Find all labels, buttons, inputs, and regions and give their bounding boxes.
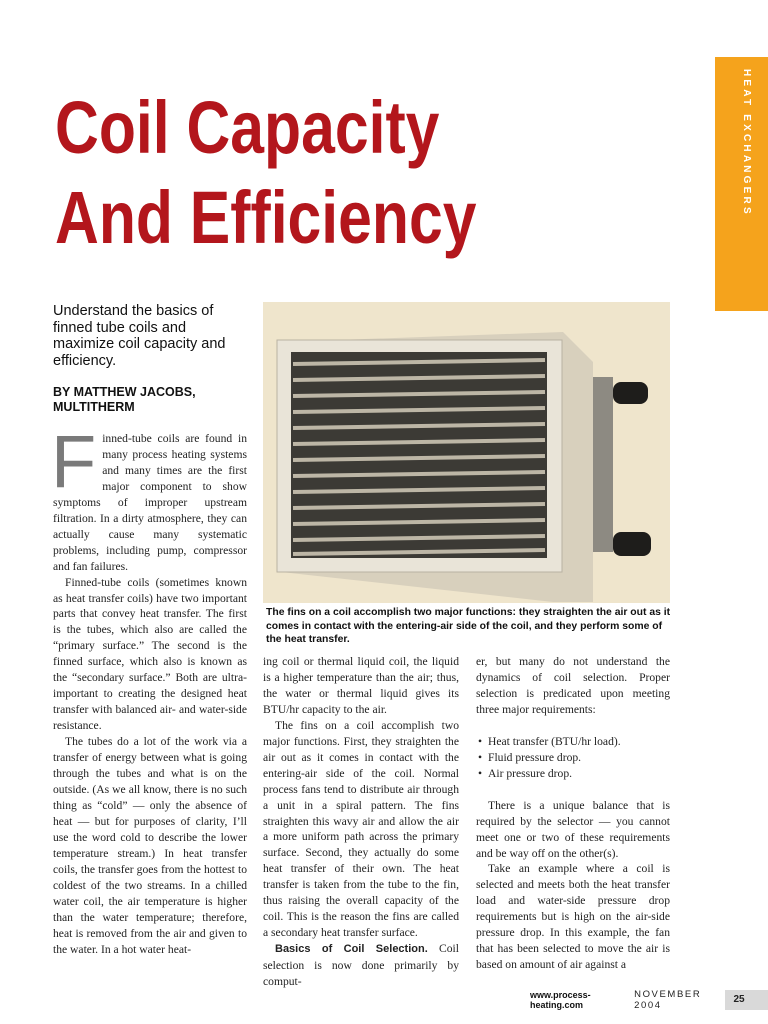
section-tab-label: HEAT EXCHANGERS (741, 69, 752, 217)
requirements-list (476, 734, 670, 782)
page-number: 25 (725, 990, 768, 1010)
footer-url: www.process-heating.com (530, 990, 591, 1010)
subhead-coil-selection: Basics of Coil Selection. (275, 943, 428, 956)
paragraph-text: Coil selection is now done primarily by comput- (263, 942, 459, 989)
photo-caption: The fins on a coil accomplish two major functions: they straighten the air out as it comes in contact with the entering-air side of the coil, and they perform some of the heat transfer. (266, 607, 671, 645)
section-tab (715, 57, 768, 311)
deck: Understand the basics of finned tube coils and maximize coil capacity and efficiency. (53, 303, 226, 369)
paragraph: Take an example where a coil is selected and meets both the heat transfer load and water-side pressure drop requirements but is high on the air-side pressure drop. In this example, the fan that has been selected to move the air is based on amount of air against a (476, 862, 670, 972)
footer-date: NOVEMBER 2004 (634, 989, 702, 1011)
byline (53, 385, 253, 415)
list-item: • Heat transfer (BTU/hr load). (476, 734, 670, 750)
paragraph: inned-tube coils are found in many process heating systems and many times are the first major component to show symptoms of improper upstream filtration. In a dirty atmosphere, they can actually cause many systematic problems, including pump, compressor and fan failures. (53, 432, 247, 573)
column-3 (476, 654, 670, 973)
paragraph (263, 941, 459, 990)
column-2 (263, 654, 459, 990)
coil-photo (263, 302, 670, 603)
list-item: • Air pressure drop. (476, 766, 670, 782)
paragraph: There is a unique balance that is required by the selector — you cannot meet one or two of these requirements and be way off on the other(s). (476, 798, 670, 860)
paragraph: The tubes do a lot of the work via a transfer of energy between what is going through the tubes and what is on the outside. (As we all know, there is no such thing as “cold” — only the absence of heat — but for purposes of clarity, I’ll use the word cold to describe the lower temperature stream.) In heat transfer coils, the transfer goes from the hottest to coldest of the two streams. In a chilled water coil, the air temperature is higher than the water temperature; therefore, heat is removed from the air and given to the water. In a hot water heat- (53, 735, 247, 956)
paragraph: er, but many do not understand the dynamics of coil selection. Proper selection is predicated upon meeting three major requirements: (476, 655, 670, 716)
list-item: • Fluid pressure drop. (476, 750, 670, 766)
page-footer (530, 990, 768, 1010)
drop-cap: F (51, 420, 97, 503)
title-line-2: And Efficiency (55, 176, 477, 259)
byline-company: MULTITHERM (53, 400, 135, 414)
byline-author: BY MATTHEW JACOBS, (53, 385, 196, 399)
column-1 (51, 420, 247, 957)
paragraph: The fins on a coil accomplish two major functions. First, they straighten the air out as it comes in contact with the entering-air side of the coil. Normal process fans tend to distribute air through a unit in a spiral pattern. The fins straighten this wavy air and allow the air a more uniform path across the primary surface. Second, they actually do some heat transfer of their own. The heat transfer is taken from the tube to the fin, thus raising the overall capacity of the coil. This is the reason the fins are called a secondary heat transfer surface. (263, 718, 459, 940)
title-line-1: Coil Capacity (55, 86, 440, 169)
paragraph: ing coil or thermal liquid coil, the liquid is a higher temperature than the air; thus, the water or thermal liquid gives its BTU/hr capacity to the air. (263, 655, 459, 716)
paragraph: Finned-tube coils (sometimes known as heat transfer coils) have two important parts that convey heat transfer. The first is the tubes, which also are called the “primary surface.” The second is the finned surface, which also is known as the “secondary surface.” Both are ultra-important to creating the designed heat transfer with balanced air- and water-side resistance. (53, 575, 247, 733)
